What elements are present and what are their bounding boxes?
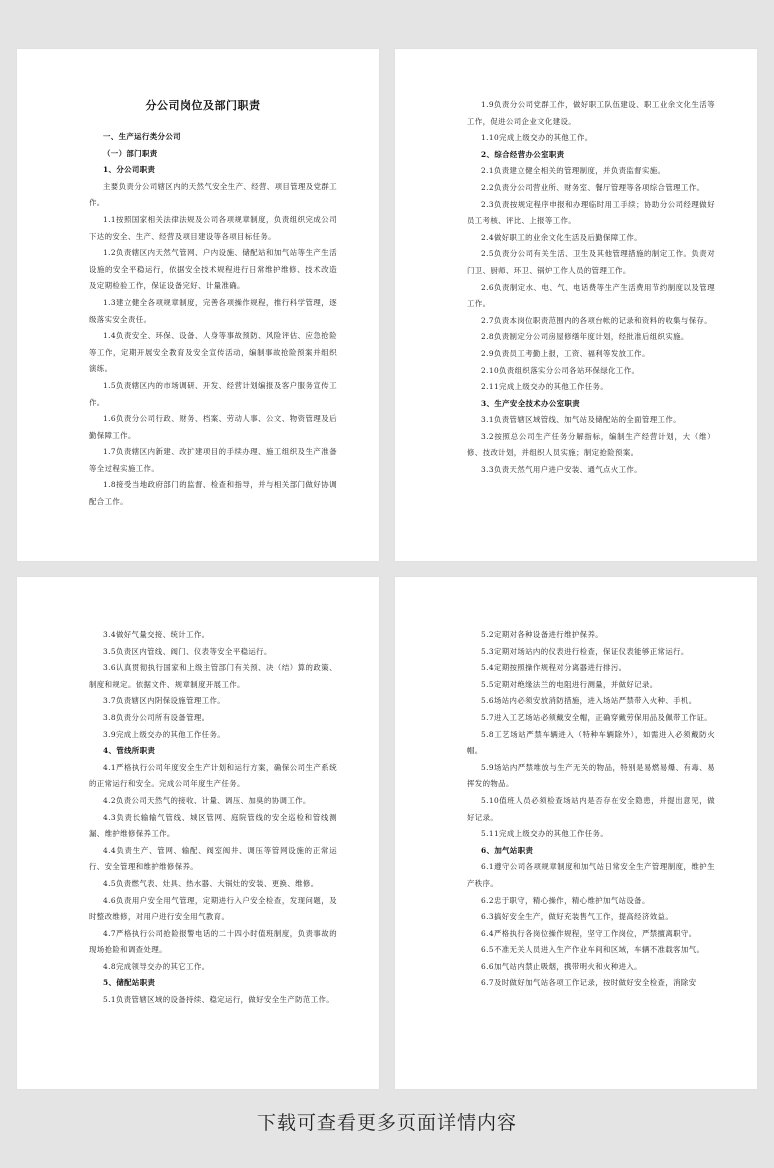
download-more-prompt[interactable]: 下载可查看更多页面详情内容	[256, 1112, 517, 1134]
paragraph: 6.4严格执行各岗位操作规程，坚守工作岗位，严禁擅离职守。	[481, 928, 697, 938]
paragraph: 2.4做好职工的业余文化生活及后勤保障工作。	[481, 232, 642, 242]
document-page-4	[395, 577, 757, 1089]
paragraph: 2.1负责建立健全相关的管理制度，并负责监督实施。	[481, 166, 666, 176]
paragraph: 5.5定期对绝缘法兰的电阻进行测量，并做好记录。	[481, 679, 658, 689]
paragraph: 5.8工艺场站严禁车辆进入（特种车辆除外），如需进入必须戴防火帽。	[467, 729, 715, 756]
paragraph: 5.4定期按照操作规程对分离器进行排污。	[481, 663, 627, 673]
section-heading: 5、储配站职责	[103, 978, 156, 988]
paragraph: 1.4负责安全、环保、设备、人身等事故预防、风险评估、应急抢险等工作，定期开展安全教育及安全宣传活动，编制事故抢险预案并组织演练。	[89, 331, 337, 374]
paragraph: 4.4负责生产、管网、输配、阀室阀井、调压等管网设施的正常运行、安全管理和维护维修保养。	[89, 845, 337, 872]
paragraph: 1.10完成上级交办的其他工作。	[481, 133, 593, 143]
paragraph: 4.5负责燃气表、灶具、热水器、大锅灶的安装、更换、维修。	[103, 878, 319, 888]
paragraph: 6.5不准无关人员进入生产作业车间和区域，车辆不准载客加气。	[481, 945, 705, 955]
paragraph: 2.5负责分公司有关生活、卫生及其他管理措施的制定工作。负责对门卫、厨师、环卫、锅炉工作人员的管理工作。	[467, 249, 715, 275]
section-heading: 6、加气站职责	[481, 845, 534, 855]
paragraph: 5.7进入工艺场站必须戴安全帽，正确穿戴劳保用品及佩带工作证。	[481, 712, 713, 722]
paragraph: 2.7负责本岗位职责范围内的各项台帐的记录和资料的收集与保存。	[481, 315, 713, 325]
section-heading: 一、生产运行类分公司	[103, 132, 181, 141]
paragraph: 2.3负责按规定程序申报和办理临时用工手续；协助分公司经理做好员工考核、评比、上报等工作。	[467, 199, 715, 226]
paragraph: 3.1负责管辖区域管线、加气站及储配站的全面管理工作。	[481, 415, 681, 425]
paragraph: 3.2按照总公司生产任务分解指标，编制生产经营计划，大（维）修、技改计划，并组织人员实施；制定抢险预案。	[467, 431, 715, 458]
section-heading: 3、生产安全技术办公室职责	[481, 398, 581, 408]
paragraph: 3.6认真贯彻执行国家和上级主管部门有关预、决（结）算的政策、制度和规定。依据文件、规章制度开展工作。	[89, 663, 337, 689]
paragraph: 2.9负责员工考勤上报，工资、福利等发放工作。	[481, 348, 650, 358]
paragraph: 1.8接受当地政府部门的监督、检查和指导，并与相关部门做好协调配合工作。	[89, 480, 337, 507]
paragraph: 5.9场站内严禁堆放与生产无关的物品，特别是易燃易爆、有毒、易挥发的物品。	[467, 762, 715, 789]
document-page-1	[17, 49, 379, 561]
paragraph: 3.5负责区内管线、阀门、仪表等安全平稳运行。	[103, 646, 272, 656]
paragraph: 1.5负责辖区内的市场调研、开发、经营计划编报及客户服务宣传工作。	[89, 380, 337, 407]
paragraph: 6.7及时做好加气站各项工作记录，按时做好安全检查，消除安	[481, 978, 697, 988]
paragraph: 5.6场站内必须安放消防措施，进入场站严禁带入火种、手机。	[481, 696, 697, 706]
paragraph: 4.8完成领导交办的其它工作。	[103, 961, 210, 971]
document-page-3	[17, 577, 379, 1089]
page-body	[467, 97, 715, 479]
paragraph: 6.3搞好安全生产，做好充装售气工作，提高经济效益。	[481, 912, 674, 922]
page-title: 分公司岗位及部门职责	[145, 99, 261, 112]
paragraph: 1.6负责分公司行政、财务、档案、劳动人事、公文、物资管理及后勤保障工作。	[89, 414, 337, 440]
page-body	[467, 627, 715, 992]
document-page-2	[395, 49, 757, 561]
paragraph: 3.3负责天然气用户进户安装、通气点火工作。	[481, 465, 642, 475]
paragraph: 1.7负责辖区内新建、改扩建项目的手续办理、施工组织及生产准备等全过程实施工作。	[89, 447, 337, 473]
paragraph: 6.6加气站内禁止吸烟，携带明火和火种进入。	[481, 961, 642, 971]
paragraph: 主要负责分公司辖区内的天然气安全生产、经营、项目管理及党群工作。	[89, 181, 337, 208]
paragraph: 5.1负责管辖区域的设备持续、稳定运行，做好安全生产防范工作。	[103, 995, 335, 1005]
paragraph: 4.2负责公司天然气的接收、计量、调压、加臭的协调工作。	[103, 795, 311, 805]
paragraph: 1.9负责分公司党群工作，做好职工队伍建设、职工业余文化生活等工作，促进公司企业文化建设。	[467, 100, 715, 126]
paragraph: 5.3定期对场站内的仪表进行检查，保证仪表能够正常运行。	[481, 646, 689, 656]
paragraph: 2.2负责分公司营业所、财务室、餐厅管理等各项综合管理工作。	[481, 182, 705, 192]
paragraph: 4.3负责长输输气管线、城区管网、庭院管线的安全巡检和管线测漏、维护维修保养工作。	[89, 812, 337, 839]
section-heading: 2、综合经营办公室职责	[481, 149, 565, 159]
paragraph: 4.6负责用户安全用气管理，定期进行入户安全检查，发现问题，及时整改维修，对用户进行安全用气教育。	[89, 895, 337, 922]
paragraph: 3.4做好气量交接、统计工作。	[103, 630, 210, 639]
page-body	[89, 627, 337, 1009]
section-heading: 4、管线所职责	[103, 746, 156, 756]
paragraph: 6.2忠于职守，精心操作，精心维护加气站设备。	[481, 895, 650, 905]
section-heading: （一）部门职责	[103, 148, 158, 158]
paragraph: 2.8负责制定分公司房屋修缮年度计划，经批准后组织实施。	[481, 332, 689, 342]
paragraph: 3.8负责分公司所有设备管理。	[103, 712, 210, 722]
paragraph: 1.1按照国家相关法律法规及公司各项规章制度，负责组织完成公司下达的安全、生产、经营及项目建设等各项目标任务。	[89, 214, 337, 241]
section-heading: 1、分公司职责	[103, 165, 156, 175]
paragraph: 1.2负责辖区内天然气管网、户内设施、储配站和加气站等生产生活设施的安全平稳运行，依据安全技术规程进行日常维护维修、技术改造及定期检验工作，保证设备完好、计量准确。	[89, 248, 337, 291]
paragraph: 4.7严格执行公司抢险报警电话的二十四小时值班制度，负责事故的现场抢险和调查处理。	[89, 928, 337, 955]
paragraph: 2.11完成上级交办的其他工作任务。	[481, 382, 609, 392]
paragraph: 5.2定期对各种设备进行维护保养。	[481, 630, 604, 639]
paragraph: 2.6负责制定水、电、气、电话费等生产生活费用节约制度以及管理工作。	[467, 282, 715, 309]
paragraph: 2.10负责组织落实分公司各站环保绿化工作。	[481, 365, 640, 375]
paragraph: 5.11完成上级交办的其他工作任务。	[481, 829, 609, 839]
paragraph: 4.1严格执行公司年度安全生产计划和运行方案，确保公司生产系统的正常运行和安全。完成公司年度生产任务。	[89, 762, 337, 789]
paragraph: 6.1遵守公司各项规章制度和加气站日常安全生产管理制度，维护生产秩序。	[467, 862, 715, 888]
paragraph: 3.7负责辖区内阴保设施管理工作。	[103, 696, 226, 706]
paragraph: 1.3建立健全各项规章制度，完善各项操作规程，推行科学管理，逐级落实安全责任。	[89, 297, 337, 324]
paragraph: 5.10值班人员必须检查场站内是否存在安全隐患，并提出意见，做好记录。	[467, 795, 715, 822]
paragraph: 3.9完成上级交办的其他工作任务。	[103, 729, 226, 739]
page-body	[89, 129, 337, 511]
